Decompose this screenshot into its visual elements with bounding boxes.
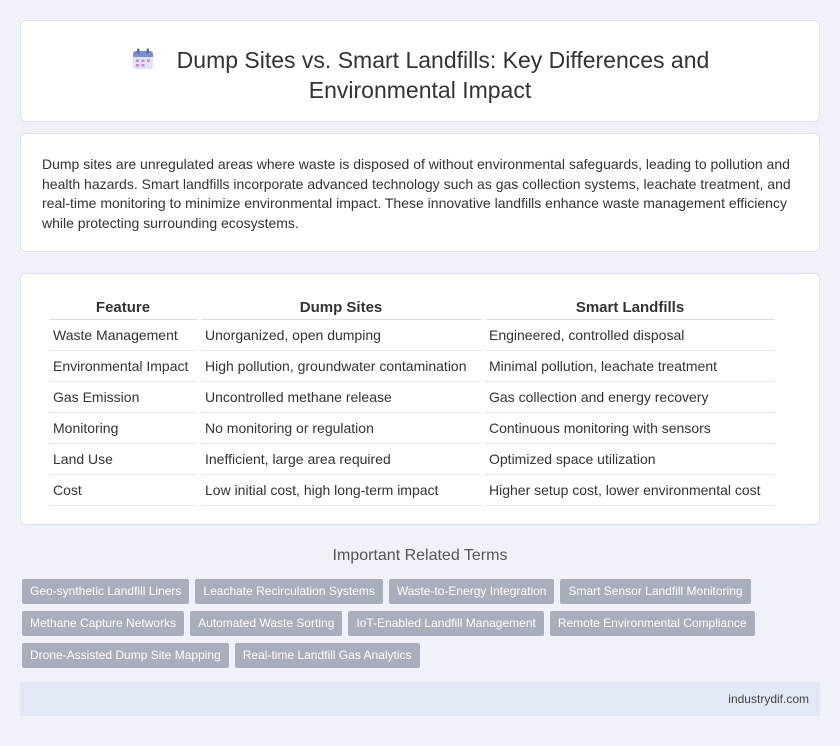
tag-smart-sensor-landfill-monitoring[interactable]: Smart Sensor Landfill Monitoring xyxy=(560,579,750,604)
comparison-table-card xyxy=(20,273,820,525)
header-feature: Feature xyxy=(49,296,197,320)
table-row xyxy=(49,475,775,506)
tag-leachate-recirculation-systems[interactable]: Leachate Recirculation Systems xyxy=(195,579,382,604)
table-row xyxy=(49,444,775,475)
table-row xyxy=(49,413,775,444)
footer-source[interactable]: industrydif.com xyxy=(728,692,809,706)
tag-waste-to-energy-integration[interactable]: Waste-to-Energy Integration xyxy=(389,579,555,604)
dump-sites-cell: Uncontrolled methane release xyxy=(201,382,481,413)
tag-iot-enabled-landfill-management[interactable]: IoT-Enabled Landfill Management xyxy=(348,611,543,636)
tag-row xyxy=(22,643,822,668)
smart-landfills-cell: Optimized space utilization xyxy=(485,444,775,475)
smart-landfills-cell: Engineered, controlled disposal xyxy=(485,320,775,351)
tag-row xyxy=(22,579,822,604)
title-line-2: Environmental Impact xyxy=(308,77,532,103)
dump-sites-cell: Unorganized, open dumping xyxy=(201,320,481,351)
feature-cell: Monitoring xyxy=(49,413,197,444)
intro-paragraph: Dump sites are unregulated areas where waste is disposed of without environmental safeguards, leading to pollution and health hazards. Smart landfills incorporate advanced technology such as gas collection systems, leachate treatment, and real-time monitoring to minimize environmental impact. These innovative landfills enhance waste management efficiency while protecting surrounding ecosystems. xyxy=(42,156,791,231)
calendar-icon xyxy=(131,47,155,71)
feature-cell: Land Use xyxy=(49,444,197,475)
header-dump-sites: Dump Sites xyxy=(201,296,481,320)
tag-automated-waste-sorting[interactable]: Automated Waste Sorting xyxy=(190,611,342,636)
dump-sites-cell: High pollution, groundwater contamination xyxy=(201,351,481,382)
table-row xyxy=(49,382,775,413)
title-line-1: Dump Sites vs. Smart Landfills: Key Differences and xyxy=(176,47,710,73)
dump-sites-cell: No monitoring or regulation xyxy=(201,413,481,444)
tag-geo-synthetic-landfill-liners[interactable]: Geo-synthetic Landfill Liners xyxy=(22,579,189,604)
header-smart-landfills: Smart Landfills xyxy=(485,296,775,320)
feature-cell: Environmental Impact xyxy=(49,351,197,382)
smart-landfills-cell: Higher setup cost, lower environmental cost xyxy=(485,475,775,506)
tag-drone-assisted-dump-site-mapping[interactable]: Drone-Assisted Dump Site Mapping xyxy=(22,643,229,668)
footer xyxy=(20,682,820,716)
related-terms-heading: Important Related Terms xyxy=(332,547,508,564)
comparison-table xyxy=(45,296,779,506)
table-header-row xyxy=(49,296,775,320)
feature-cell: Waste Management xyxy=(49,320,197,351)
tag-methane-capture-networks[interactable]: Methane Capture Networks xyxy=(22,611,184,636)
tag-remote-environmental-compliance[interactable]: Remote Environmental Compliance xyxy=(550,611,755,636)
smart-landfills-cell: Gas collection and energy recovery xyxy=(485,382,775,413)
tag-real-time-landfill-gas-analytics[interactable]: Real-time Landfill Gas Analytics xyxy=(235,643,420,668)
dump-sites-cell: Low initial cost, high long-term impact xyxy=(201,475,481,506)
tag-row xyxy=(22,611,822,636)
table-row xyxy=(49,351,775,382)
feature-cell: Gas Emission xyxy=(49,382,197,413)
smart-landfills-cell: Minimal pollution, leachate treatment xyxy=(485,351,775,382)
feature-cell: Cost xyxy=(49,475,197,506)
page-title xyxy=(21,45,819,105)
title-card xyxy=(20,20,820,122)
intro-card xyxy=(20,133,820,252)
smart-landfills-cell: Continuous monitoring with sensors xyxy=(485,413,775,444)
table-row xyxy=(49,320,775,351)
dump-sites-cell: Inefficient, large area required xyxy=(201,444,481,475)
related-terms-list xyxy=(22,579,822,675)
